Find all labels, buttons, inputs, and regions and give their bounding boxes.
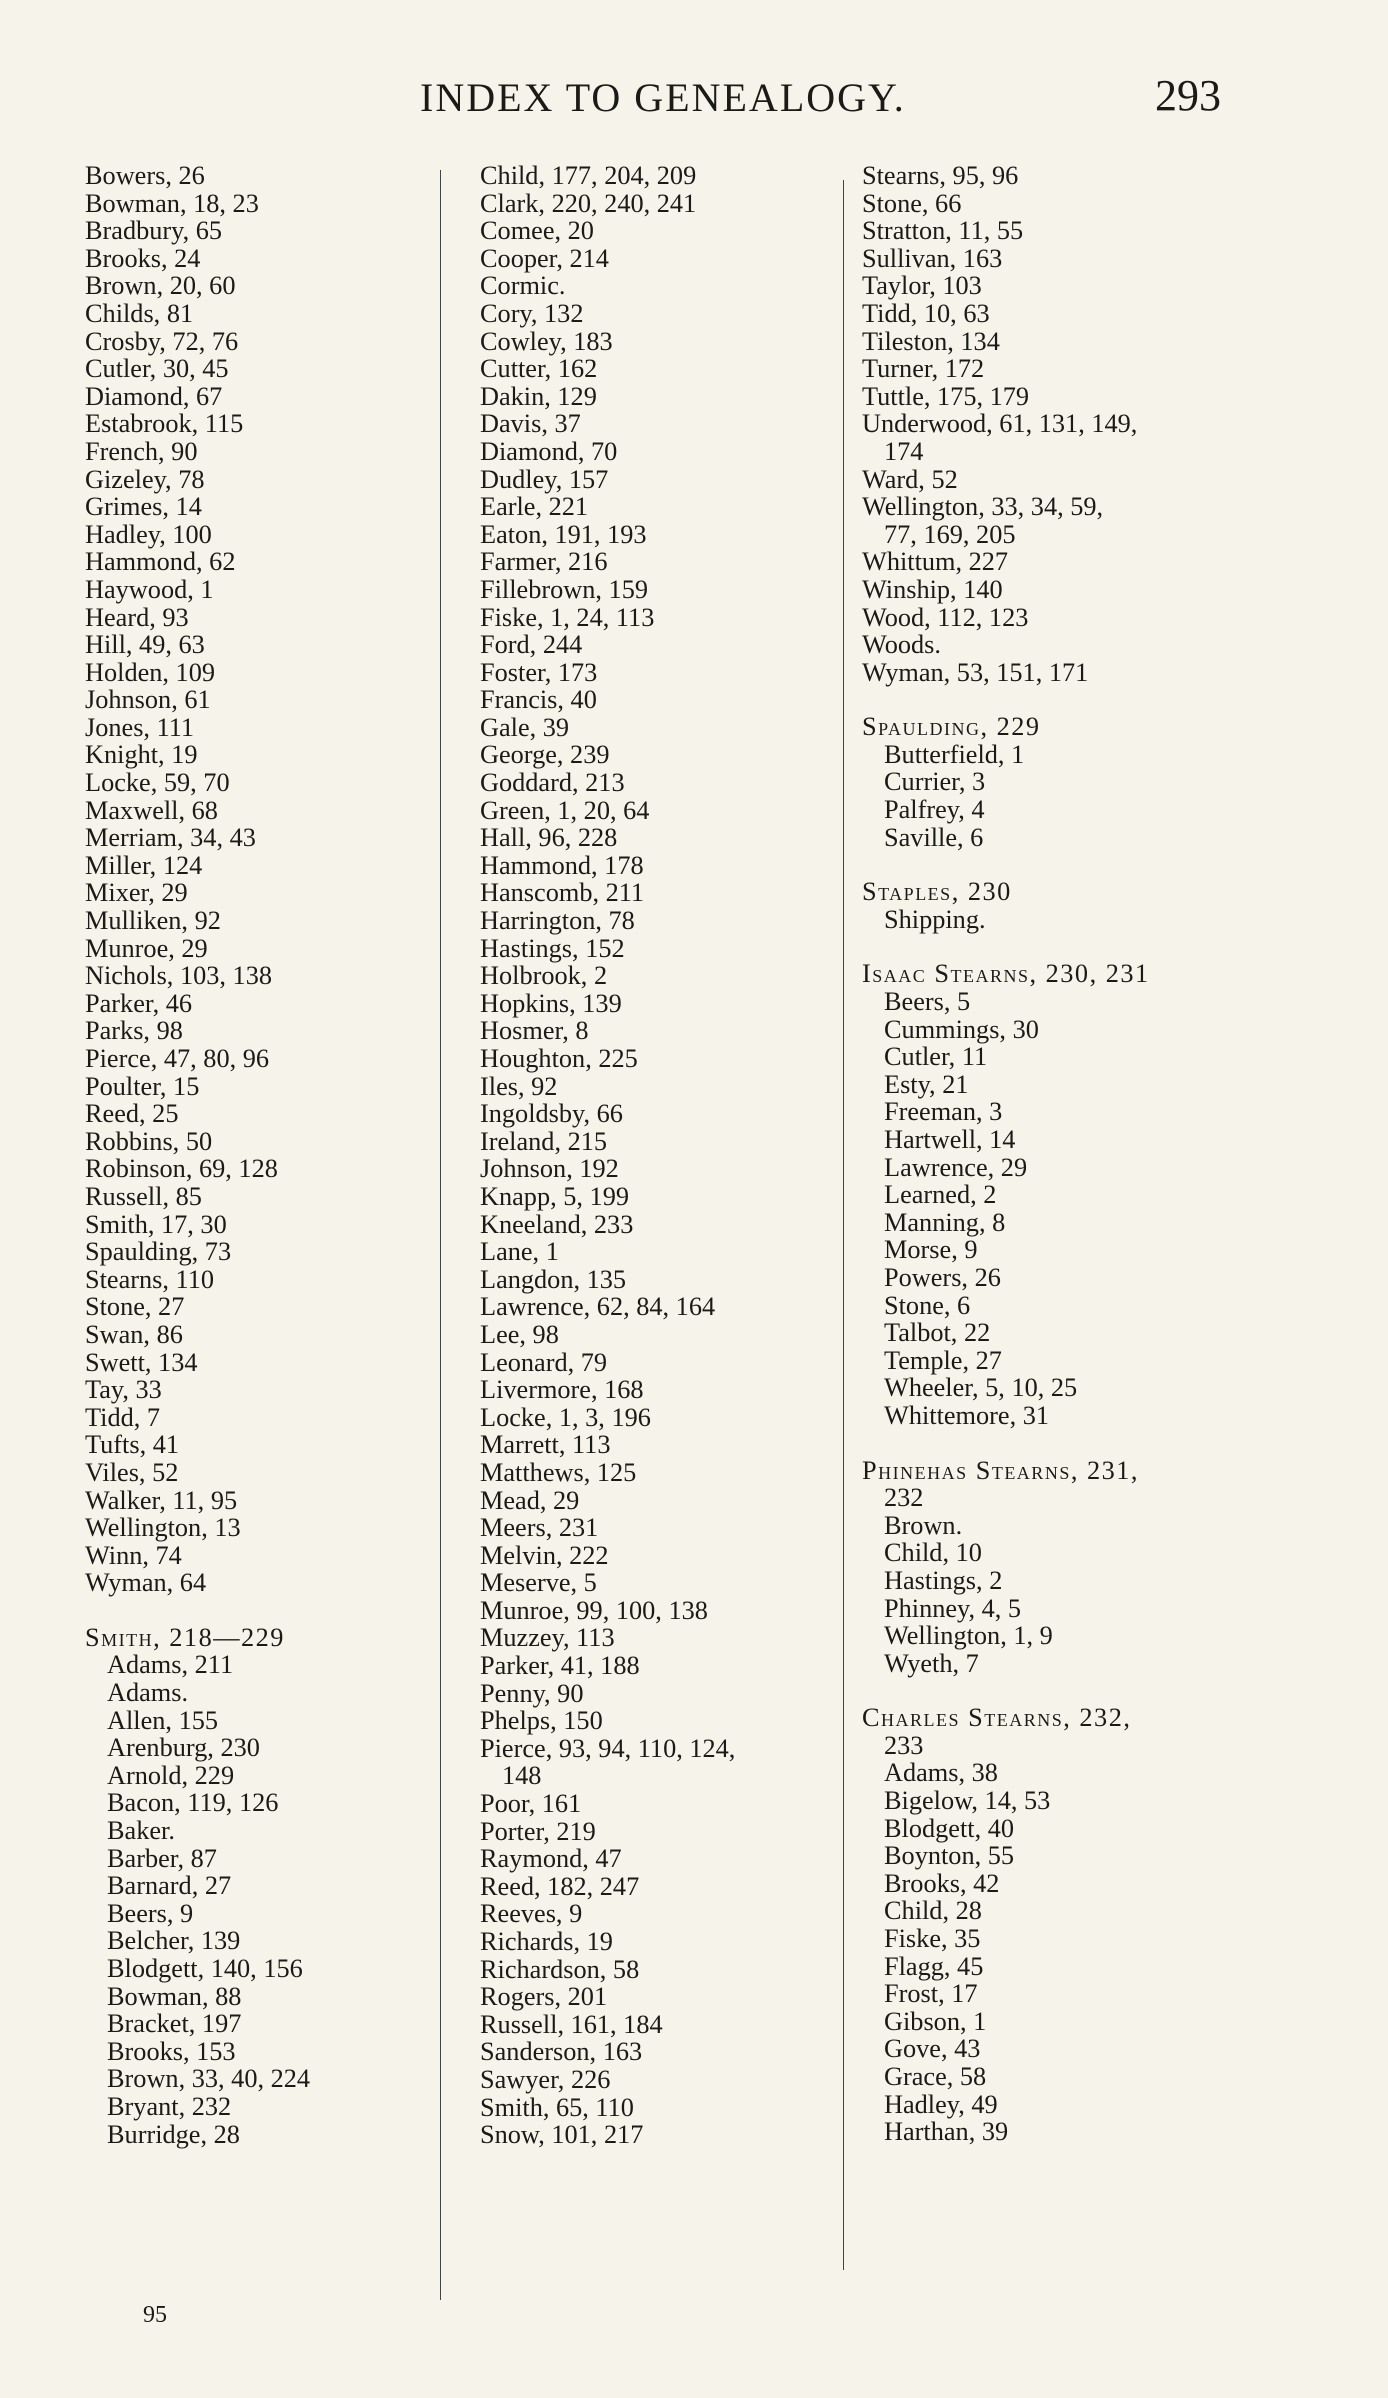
index-entry: Adams, 38 — [884, 1758, 998, 1788]
index-entry: Meserve, 5 — [480, 1568, 597, 1598]
index-entry: Ward, 52 — [862, 464, 958, 494]
index-entry: Childs, 81 — [85, 298, 194, 328]
index-entry: Holbrook, 2 — [480, 961, 608, 991]
index-entry: Arenburg, 230 — [107, 1733, 260, 1763]
index-entry: Lawrence, 62, 84, 164 — [480, 1292, 716, 1322]
index-entry: Gove, 43 — [884, 2034, 981, 2064]
index-entry: Poor, 161 — [480, 1789, 582, 1819]
index-entry: Talbot, 22 — [884, 1318, 991, 1348]
index-entry: Russell, 85 — [85, 1181, 202, 1211]
index-entry: Smith, 65, 110 — [480, 2092, 634, 2122]
index-entry: Eaton, 191, 193 — [480, 519, 647, 549]
index-entry: 77, 169, 205 — [884, 519, 1016, 549]
index-entry: Saville, 6 — [884, 822, 984, 852]
index-entry: Marrett, 113 — [480, 1430, 611, 1460]
index-entry: Flagg, 45 — [884, 1951, 984, 1981]
index-entry: Richardson, 58 — [480, 1954, 640, 1984]
index-entry: Tidd, 10, 63 — [862, 298, 990, 328]
index-entry: Walker, 11, 95 — [85, 1485, 238, 1515]
index-entry: Lawrence, 29 — [884, 1152, 1028, 1182]
index-entry: Hastings, 2 — [884, 1565, 1003, 1595]
index-entry: Hopkins, 139 — [480, 988, 622, 1018]
index-entry: Cutler, 30, 45 — [85, 354, 229, 384]
index-entry: Nichols, 103, 138 — [85, 961, 272, 991]
index-column-2 — [480, 162, 850, 2149]
index-entry: Tileston, 134 — [862, 326, 1000, 356]
index-entry: Mulliken, 92 — [85, 906, 221, 936]
index-entry: Hill, 49, 63 — [85, 630, 205, 660]
index-entry: Child, 10 — [884, 1538, 982, 1568]
index-entry: Houghton, 225 — [480, 1044, 638, 1073]
index-entry: Francis, 40 — [480, 685, 597, 715]
index-entry: Muzzey, 113 — [480, 1623, 615, 1653]
index-entry: Johnson, 61 — [85, 685, 211, 715]
index-entry: Tufts, 41 — [85, 1430, 180, 1460]
index-entry: Bigelow, 14, 53 — [884, 1786, 1051, 1816]
index-entry: Holden, 109 — [85, 657, 216, 687]
index-entry: Johnson, 192 — [480, 1154, 619, 1184]
index-entry: Sullivan, 163 — [862, 243, 1003, 273]
index-entry: Locke, 59, 70 — [85, 768, 230, 798]
index-entry: Blodgett, 40 — [884, 1813, 1015, 1843]
index-entry: Taylor, 103 — [862, 271, 982, 301]
index-entry: Harrington, 78 — [480, 906, 635, 936]
index-entry: Wheeler, 5, 10, 25 — [884, 1373, 1078, 1403]
index-heading: Staples, 230 — [862, 877, 1012, 907]
index-heading: Smith, 218—229 — [85, 1622, 285, 1652]
index-entry: Gizeley, 78 — [85, 464, 205, 494]
index-entry: Butterfield, 1 — [884, 739, 1025, 769]
index-entry: Barnard, 27 — [107, 1871, 232, 1901]
index-entry: Temple, 27 — [884, 1345, 1002, 1375]
page-number: 293 — [1155, 71, 1221, 120]
index-column-3 — [862, 162, 1262, 2146]
index-entry: Locke, 1, 3, 196 — [480, 1402, 651, 1432]
index-entry: Grace, 58 — [884, 2062, 987, 2091]
index-entry: Pierce, 47, 80, 96 — [85, 1044, 270, 1073]
index-entry: Bradbury, 65 — [85, 216, 223, 246]
index-entry: Harthan, 39 — [884, 2117, 1009, 2147]
index-entry: Viles, 52 — [85, 1457, 179, 1487]
index-entry: Estabrook, 115 — [85, 409, 244, 439]
index-entry: 148 — [502, 1761, 542, 1791]
index-entry: Cormic. — [480, 271, 566, 301]
index-entry: Iles, 92 — [480, 1071, 558, 1101]
index-entry: Ford, 244 — [480, 630, 583, 660]
index-entry: Bryant, 232 — [107, 2091, 232, 2121]
index-entry: Crosby, 72, 76 — [85, 326, 239, 356]
index-entry: Munroe, 99, 100, 138 — [480, 1595, 708, 1625]
index-entry: George, 239 — [480, 740, 610, 770]
index-entry: Porter, 219 — [480, 1816, 596, 1846]
index-entry: Melvin, 222 — [480, 1540, 609, 1570]
index-entry: Hadley, 49 — [884, 2089, 998, 2119]
index-entry: Manning, 8 — [884, 1207, 1006, 1237]
index-entry: Ingoldsby, 66 — [480, 1099, 623, 1129]
index-entry: Cory, 132 — [480, 298, 584, 328]
index-entry: Whittum, 227 — [862, 547, 1009, 577]
signature-mark: 95 — [143, 2302, 167, 2328]
index-entry: Cummings, 30 — [884, 1014, 1039, 1044]
index-entry: Gibson, 1 — [884, 2006, 987, 2036]
index-entry: Fiske, 1, 24, 113 — [480, 602, 655, 632]
index-entry: Baker. — [107, 1816, 175, 1846]
index-entry: Raymond, 47 — [480, 1844, 622, 1874]
index-entry: Earle, 221 — [480, 492, 589, 522]
index-entry: Rogers, 201 — [480, 1982, 608, 2012]
index-entry: Foster, 173 — [480, 657, 598, 687]
index-entry: Parker, 41, 188 — [480, 1651, 640, 1681]
index-entry: Frost, 17 — [884, 1979, 978, 2009]
index-entry: Stone, 66 — [862, 188, 962, 218]
index-entry: Knapp, 5, 199 — [480, 1181, 629, 1211]
index-entry: Farmer, 216 — [480, 547, 608, 577]
index-entry: Pierce, 93, 94, 110, 124, — [480, 1733, 736, 1763]
index-entry: Wyeth, 7 — [884, 1648, 979, 1678]
index-entry: Smith, 17, 30 — [85, 1209, 227, 1239]
index-entry: Underwood, 61, 131, 149, — [862, 409, 1138, 439]
index-entry: Allen, 155 — [107, 1705, 219, 1735]
index-entry: Stone, 6 — [884, 1290, 971, 1320]
page-header — [0, 70, 1388, 130]
index-entry: Davis, 37 — [480, 409, 581, 439]
index-entry: Winn, 74 — [85, 1540, 182, 1570]
index-entry: Swan, 86 — [85, 1319, 183, 1349]
index-entry: Wood, 112, 123 — [862, 602, 1029, 632]
index-entry: Shipping. — [884, 904, 986, 934]
index-entry: 174 — [884, 436, 924, 466]
index-entry: Brown, 33, 40, 224 — [107, 2064, 311, 2094]
index-entry: Burridge, 28 — [107, 2119, 240, 2149]
index-entry: Beers, 5 — [884, 987, 971, 1017]
index-entry: Beers, 9 — [107, 1898, 194, 1928]
index-entry: Tuttle, 175, 179 — [862, 381, 1030, 411]
index-entry: French, 90 — [85, 436, 198, 466]
index-entry: Powers, 26 — [884, 1262, 1001, 1292]
index-entry: Phelps, 150 — [480, 1706, 603, 1736]
index-entry: Parker, 46 — [85, 988, 193, 1018]
index-entry: Bacon, 119, 126 — [107, 1788, 279, 1818]
index-entry: Palfrey, 4 — [884, 795, 985, 825]
index-entry: Morse, 9 — [884, 1235, 978, 1265]
index-entry: Mead, 29 — [480, 1485, 580, 1515]
index-entry: Stone, 27 — [85, 1292, 185, 1322]
index-entry: Parks, 98 — [85, 1016, 183, 1046]
index-entry: Poulter, 15 — [85, 1071, 200, 1101]
index-entry: Bowers, 26 — [85, 161, 205, 190]
index-entry: Bracket, 197 — [107, 2009, 242, 2039]
index-entry: Hall, 96, 228 — [480, 823, 618, 853]
index-entry: Dakin, 129 — [480, 381, 597, 411]
index-entry: Wyman, 64 — [85, 1568, 207, 1598]
column-divider — [440, 170, 441, 2300]
index-entry: Brooks, 24 — [85, 243, 201, 273]
index-entry: Comee, 20 — [480, 216, 594, 246]
index-entry: Brown. — [884, 1510, 963, 1540]
index-entry: Boynton, 55 — [884, 1841, 1015, 1871]
index-entry: 233 — [884, 1730, 924, 1760]
index-heading: Isaac Stearns, 230, 231 — [862, 959, 1150, 989]
index-entry: Cutler, 11 — [884, 1042, 988, 1072]
index-entry: Cutter, 162 — [480, 354, 598, 384]
index-entry: Tay, 33 — [85, 1375, 162, 1405]
index-entry: Reed, 182, 247 — [480, 1871, 640, 1901]
index-entry: Winship, 140 — [862, 574, 1003, 604]
index-entry: Bowman, 18, 23 — [85, 188, 259, 218]
index-entry: Robinson, 69, 128 — [85, 1154, 278, 1184]
index-entry: Woods. — [862, 630, 941, 660]
index-entry: Wellington, 33, 34, 59, — [862, 492, 1104, 522]
index-entry: Stearns, 110 — [85, 1264, 215, 1294]
index-entry: Whittemore, 31 — [884, 1400, 1050, 1430]
index-entry: Adams, 211 — [107, 1650, 234, 1680]
index-entry: Hammond, 62 — [85, 547, 236, 577]
index-entry: Wellington, 13 — [85, 1513, 241, 1543]
index-entry: Leonard, 79 — [480, 1347, 608, 1377]
index-heading: Charles Stearns, 232, — [862, 1703, 1132, 1733]
index-column-1 — [85, 162, 435, 2148]
index-entry: Cooper, 214 — [480, 243, 609, 273]
index-entry: Freeman, 3 — [884, 1097, 1003, 1127]
index-entry: Spaulding, 73 — [85, 1237, 232, 1267]
index-entry: Kneeland, 233 — [480, 1209, 634, 1239]
index-entry: Learned, 2 — [884, 1180, 997, 1210]
index-entry: Phinney, 4, 5 — [884, 1593, 1022, 1623]
index-entry: Goddard, 213 — [480, 768, 625, 798]
index-entry: Ireland, 215 — [480, 1126, 608, 1156]
index-entry: Miller, 124 — [85, 850, 203, 880]
index-entry: Hastings, 152 — [480, 933, 625, 963]
index-entry: Jones, 111 — [85, 712, 195, 742]
index-entry: Meers, 231 — [480, 1513, 599, 1543]
index-entry: Brown, 20, 60 — [85, 271, 236, 301]
index-entry: Brooks, 42 — [884, 1868, 1000, 1898]
index-entry: Currier, 3 — [884, 767, 986, 797]
index-entry: Hammond, 178 — [480, 850, 644, 880]
index-entry: Robbins, 50 — [85, 1126, 213, 1156]
running-title: INDEX TO GENEALOGY. — [420, 75, 906, 120]
index-entry: Grimes, 14 — [85, 492, 202, 522]
index-entry: Child, 177, 204, 209 — [480, 161, 697, 190]
index-entry: Barber, 87 — [107, 1843, 217, 1873]
column-divider — [843, 180, 844, 2270]
index-entry: Knight, 19 — [85, 740, 198, 770]
index-heading: Spaulding, 229 — [862, 712, 1041, 742]
index-entry: Child, 28 — [884, 1896, 982, 1926]
index-entry: Fiske, 35 — [884, 1924, 981, 1954]
index-entry: Stratton, 11, 55 — [862, 216, 1024, 246]
index-entry: Arnold, 229 — [107, 1760, 235, 1790]
index-entry: Lane, 1 — [480, 1237, 559, 1267]
index-entry: Tidd, 7 — [85, 1402, 161, 1432]
index-entry: Esty, 21 — [884, 1069, 969, 1099]
index-entry: Haywood, 1 — [85, 574, 214, 604]
index-entry: Sanderson, 163 — [480, 2037, 643, 2067]
index-entry: Belcher, 139 — [107, 1926, 241, 1956]
index-entry: Diamond, 70 — [480, 436, 618, 466]
index-entry: Hosmer, 8 — [480, 1016, 589, 1046]
index-entry: Swett, 134 — [85, 1347, 198, 1377]
index-heading: Phinehas Stearns, 231, — [862, 1455, 1139, 1485]
index-entry: Bowman, 88 — [107, 1981, 242, 2011]
index-entry: Munroe, 29 — [85, 933, 208, 963]
index-entry: Maxwell, 68 — [85, 795, 218, 825]
index-entry: Hadley, 100 — [85, 519, 212, 549]
index-entry: Dudley, 157 — [480, 464, 609, 494]
index-entry: Langdon, 135 — [480, 1264, 627, 1294]
index-entry: Gale, 39 — [480, 712, 570, 742]
index-entry: Clark, 220, 240, 241 — [480, 188, 697, 218]
index-entry: Penny, 90 — [480, 1678, 584, 1708]
index-entry: Lee, 98 — [480, 1319, 559, 1349]
index-entry: Russell, 161, 184 — [480, 2009, 663, 2039]
index-entry: Hanscomb, 211 — [480, 878, 645, 908]
index-entry: Green, 1, 20, 64 — [480, 795, 650, 825]
index-entry: Mixer, 29 — [85, 878, 188, 908]
index-entry: Reeves, 9 — [480, 1899, 583, 1929]
index-entry: Richards, 19 — [480, 1927, 613, 1956]
index-entry: Stearns, 95, 96 — [862, 161, 1019, 190]
index-entry: Sawyer, 226 — [480, 2064, 611, 2094]
index-entry: Wyman, 53, 151, 171 — [862, 657, 1089, 687]
index-entry: Brooks, 153 — [107, 2036, 236, 2066]
index-entry: Fillebrown, 159 — [480, 574, 649, 604]
index-entry: 232 — [884, 1483, 924, 1513]
index-entry: Wellington, 1, 9 — [884, 1621, 1053, 1651]
index-entry: Heard, 93 — [85, 602, 189, 632]
index-entry: Reed, 25 — [85, 1099, 179, 1129]
index-entry: Merriam, 34, 43 — [85, 823, 256, 853]
index-entry: Matthews, 125 — [480, 1457, 637, 1487]
index-entry: Hartwell, 14 — [884, 1125, 1016, 1154]
index-entry: Snow, 101, 217 — [480, 2120, 644, 2150]
index-entry: Adams. — [107, 1678, 189, 1708]
index-entry: Diamond, 67 — [85, 381, 223, 411]
index-entry: Turner, 172 — [862, 354, 985, 384]
index-entry: Cowley, 183 — [480, 326, 613, 356]
index-entry: Blodgett, 140, 156 — [107, 1954, 303, 1983]
index-entry: Livermore, 168 — [480, 1375, 644, 1405]
